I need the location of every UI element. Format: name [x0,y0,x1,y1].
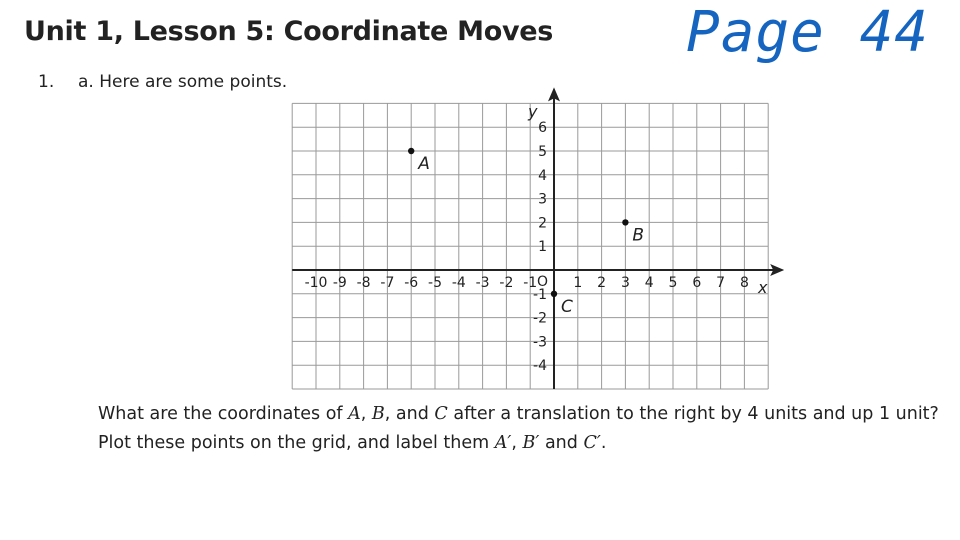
question-prefix: What are the coordinates of [98,404,349,424]
point-a-prime-ref: A′ [494,433,512,453]
y-axis-label: y [528,102,538,121]
x-tick-label: -5 [428,275,442,291]
x-tick-label: -10 [304,275,328,291]
question-line-1 [98,404,939,424]
point-b-ref: B [371,404,385,424]
problem-part-label: a. Here are some points. [78,72,288,92]
x-tick-label: -3 [475,275,490,291]
x-tick-label: -4 [451,275,466,291]
question-suffix: after a translation to the right by 4 units and up 1 unit? [447,404,939,424]
x-tick-label: -6 [404,275,419,291]
question-sep-2: , and [384,404,435,424]
point-b-prime-ref: B′ [522,433,540,453]
point-label: B [632,225,645,246]
plotted-point [622,219,628,225]
y-tick-label: 1 [538,239,547,256]
problem-number: 1. [38,72,55,92]
x-tick-label: -9 [332,275,347,291]
plotted-point [408,148,414,154]
x-tick-label: 5 [668,275,678,291]
y-tick-label: 6 [538,120,547,137]
x-tick-label: -2 [499,275,514,291]
x-tick-label: 3 [620,275,630,291]
y-tick-label: 3 [538,191,547,208]
x-tick-label: 7 [716,275,726,291]
x-tick-label: -8 [356,275,371,291]
origin-label: O [537,274,549,290]
plotted-point [551,291,557,297]
y-tick-label: 4 [538,167,547,184]
point-c-prime-ref: C′ [583,433,601,453]
y-tick-label: -4 [533,358,547,375]
x-tick-label: -1 [523,275,538,291]
point-label: C [561,296,573,317]
y-tick-label: -2 [533,310,547,327]
y-tick-label: 5 [538,144,547,160]
x-tick-label: 8 [739,275,749,291]
lesson-title: Unit 1, Lesson 5: Coordinate Moves [24,16,554,47]
x-tick-label: 1 [573,275,583,291]
handwritten-page-note: Page 44 [686,0,930,65]
x-tick-label: 6 [692,275,702,291]
x-tick-label: -7 [380,275,395,291]
point-c-ref: C [434,404,448,424]
x-tick-label: 4 [644,275,654,291]
point-a-ref: A [348,404,361,424]
question-sep-1: , [360,404,372,424]
y-tick-label: -1 [533,286,547,303]
x-tick-label: 2 [597,275,607,291]
line2-sep-2: and [539,433,584,453]
x-axis-label: x [758,278,768,297]
line2-suffix: . [600,433,607,453]
y-tick-label: 2 [538,215,547,232]
y-tick-label: -3 [533,334,547,351]
point-label: A [418,154,430,174]
line2-sep-1: , [511,433,523,453]
line2-prefix: Plot these points on the grid, and label them [98,433,495,453]
question-line-2 [98,433,606,453]
